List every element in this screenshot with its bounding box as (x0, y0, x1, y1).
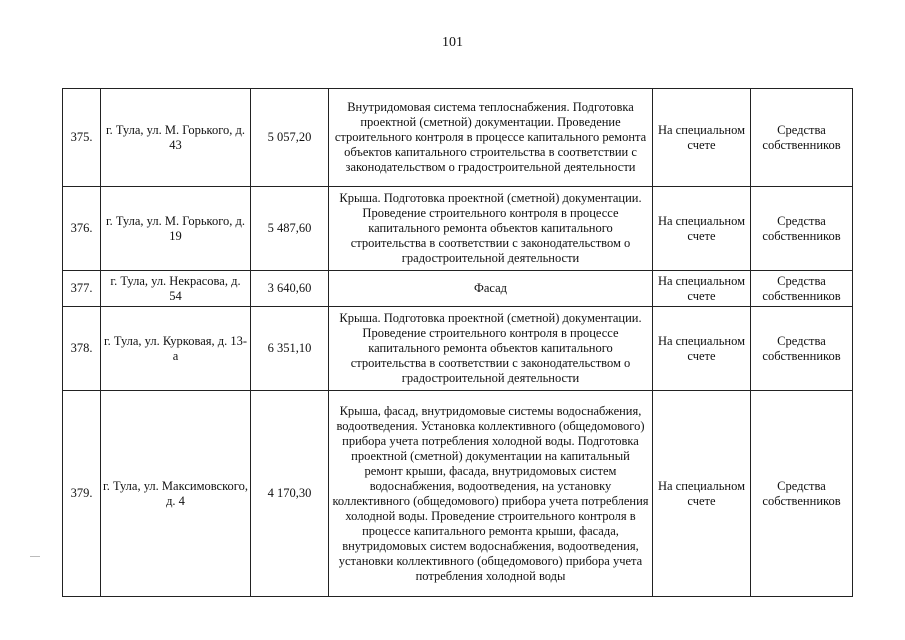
amount-cell: 4 170,30 (251, 391, 329, 597)
register-table (62, 88, 853, 597)
address-cell: г. Тула, ул. М. Горького, д. 43 (101, 89, 251, 187)
table-row (63, 307, 853, 391)
account-cell: На специальном счете (653, 307, 751, 391)
address-cell: г. Тула, ул. Курковая, д. 13-а (101, 307, 251, 391)
table-row (63, 89, 853, 187)
account-cell: На специальном счете (653, 271, 751, 307)
account-cell: На специальном счете (653, 187, 751, 271)
address-cell: г. Тула, ул. Максимовского, д. 4 (101, 391, 251, 597)
row-number: 378. (63, 307, 101, 391)
row-number: 376. (63, 187, 101, 271)
margin-mark (30, 556, 40, 557)
works-cell: Внутридомовая система теплоснабжения. Подготовка проектной (сметной) документации. Проведение строительного контроля в процессе капитального ремонта объектов капитального строительства в соответствии с законодательством о градостроительной деятельности (329, 89, 653, 187)
address-cell: г. Тула, ул. М. Горького, д. 19 (101, 187, 251, 271)
works-cell: Крыша, фасад, внутридомовые системы водоснабжения, водоотведения. Установка коллективного (общедомового) прибора учета потребления холодной воды. Подготовка проектной (сметной) документации на капитальный ремонт крыши, фасада, внутридомовых систем водоснабжения, водоотведения, на установку коллективного (общедомового) прибора учета потребления холодной воды. Проведение строительного контроля в процессе капитального ремонта крыши, фасада, внутридомовых систем водоснабжения, водоотведения, установки коллективного (общедомового) прибора учета потребления холодной воды (329, 391, 653, 597)
table-row (63, 391, 853, 597)
table-row (63, 271, 853, 307)
amount-cell: 6 351,10 (251, 307, 329, 391)
row-number: 375. (63, 89, 101, 187)
account-cell: На специальном счете (653, 391, 751, 597)
table-row (63, 187, 853, 271)
account-cell: На специальном счете (653, 89, 751, 187)
funding-source-cell: Средства собственников (751, 187, 853, 271)
funding-source-cell: Средства собственников (751, 307, 853, 391)
works-cell: Крыша. Подготовка проектной (сметной) документации. Проведение строительного контроля в процессе капитального ремонта объектов капитального строительства в соответствии с законодательством о градостроительной деятельности (329, 307, 653, 391)
amount-cell: 5 487,60 (251, 187, 329, 271)
amount-cell: 3 640,60 (251, 271, 329, 307)
row-number: 377. (63, 271, 101, 307)
amount-cell: 5 057,20 (251, 89, 329, 187)
funding-source-cell: Средства собственников (751, 271, 853, 307)
funding-source-cell: Средства собственников (751, 89, 853, 187)
row-number: 379. (63, 391, 101, 597)
page-number: 101 (442, 35, 463, 50)
funding-source-cell: Средства собственников (751, 391, 853, 597)
works-cell: Фасад (329, 271, 653, 307)
address-cell: г. Тула, ул. Некрасова, д. 54 (101, 271, 251, 307)
works-cell: Крыша. Подготовка проектной (сметной) документации. Проведение строительного контроля в процессе капитального ремонта объектов капитального строительства в соответствии с законодательством о градостроительной деятельности (329, 187, 653, 271)
